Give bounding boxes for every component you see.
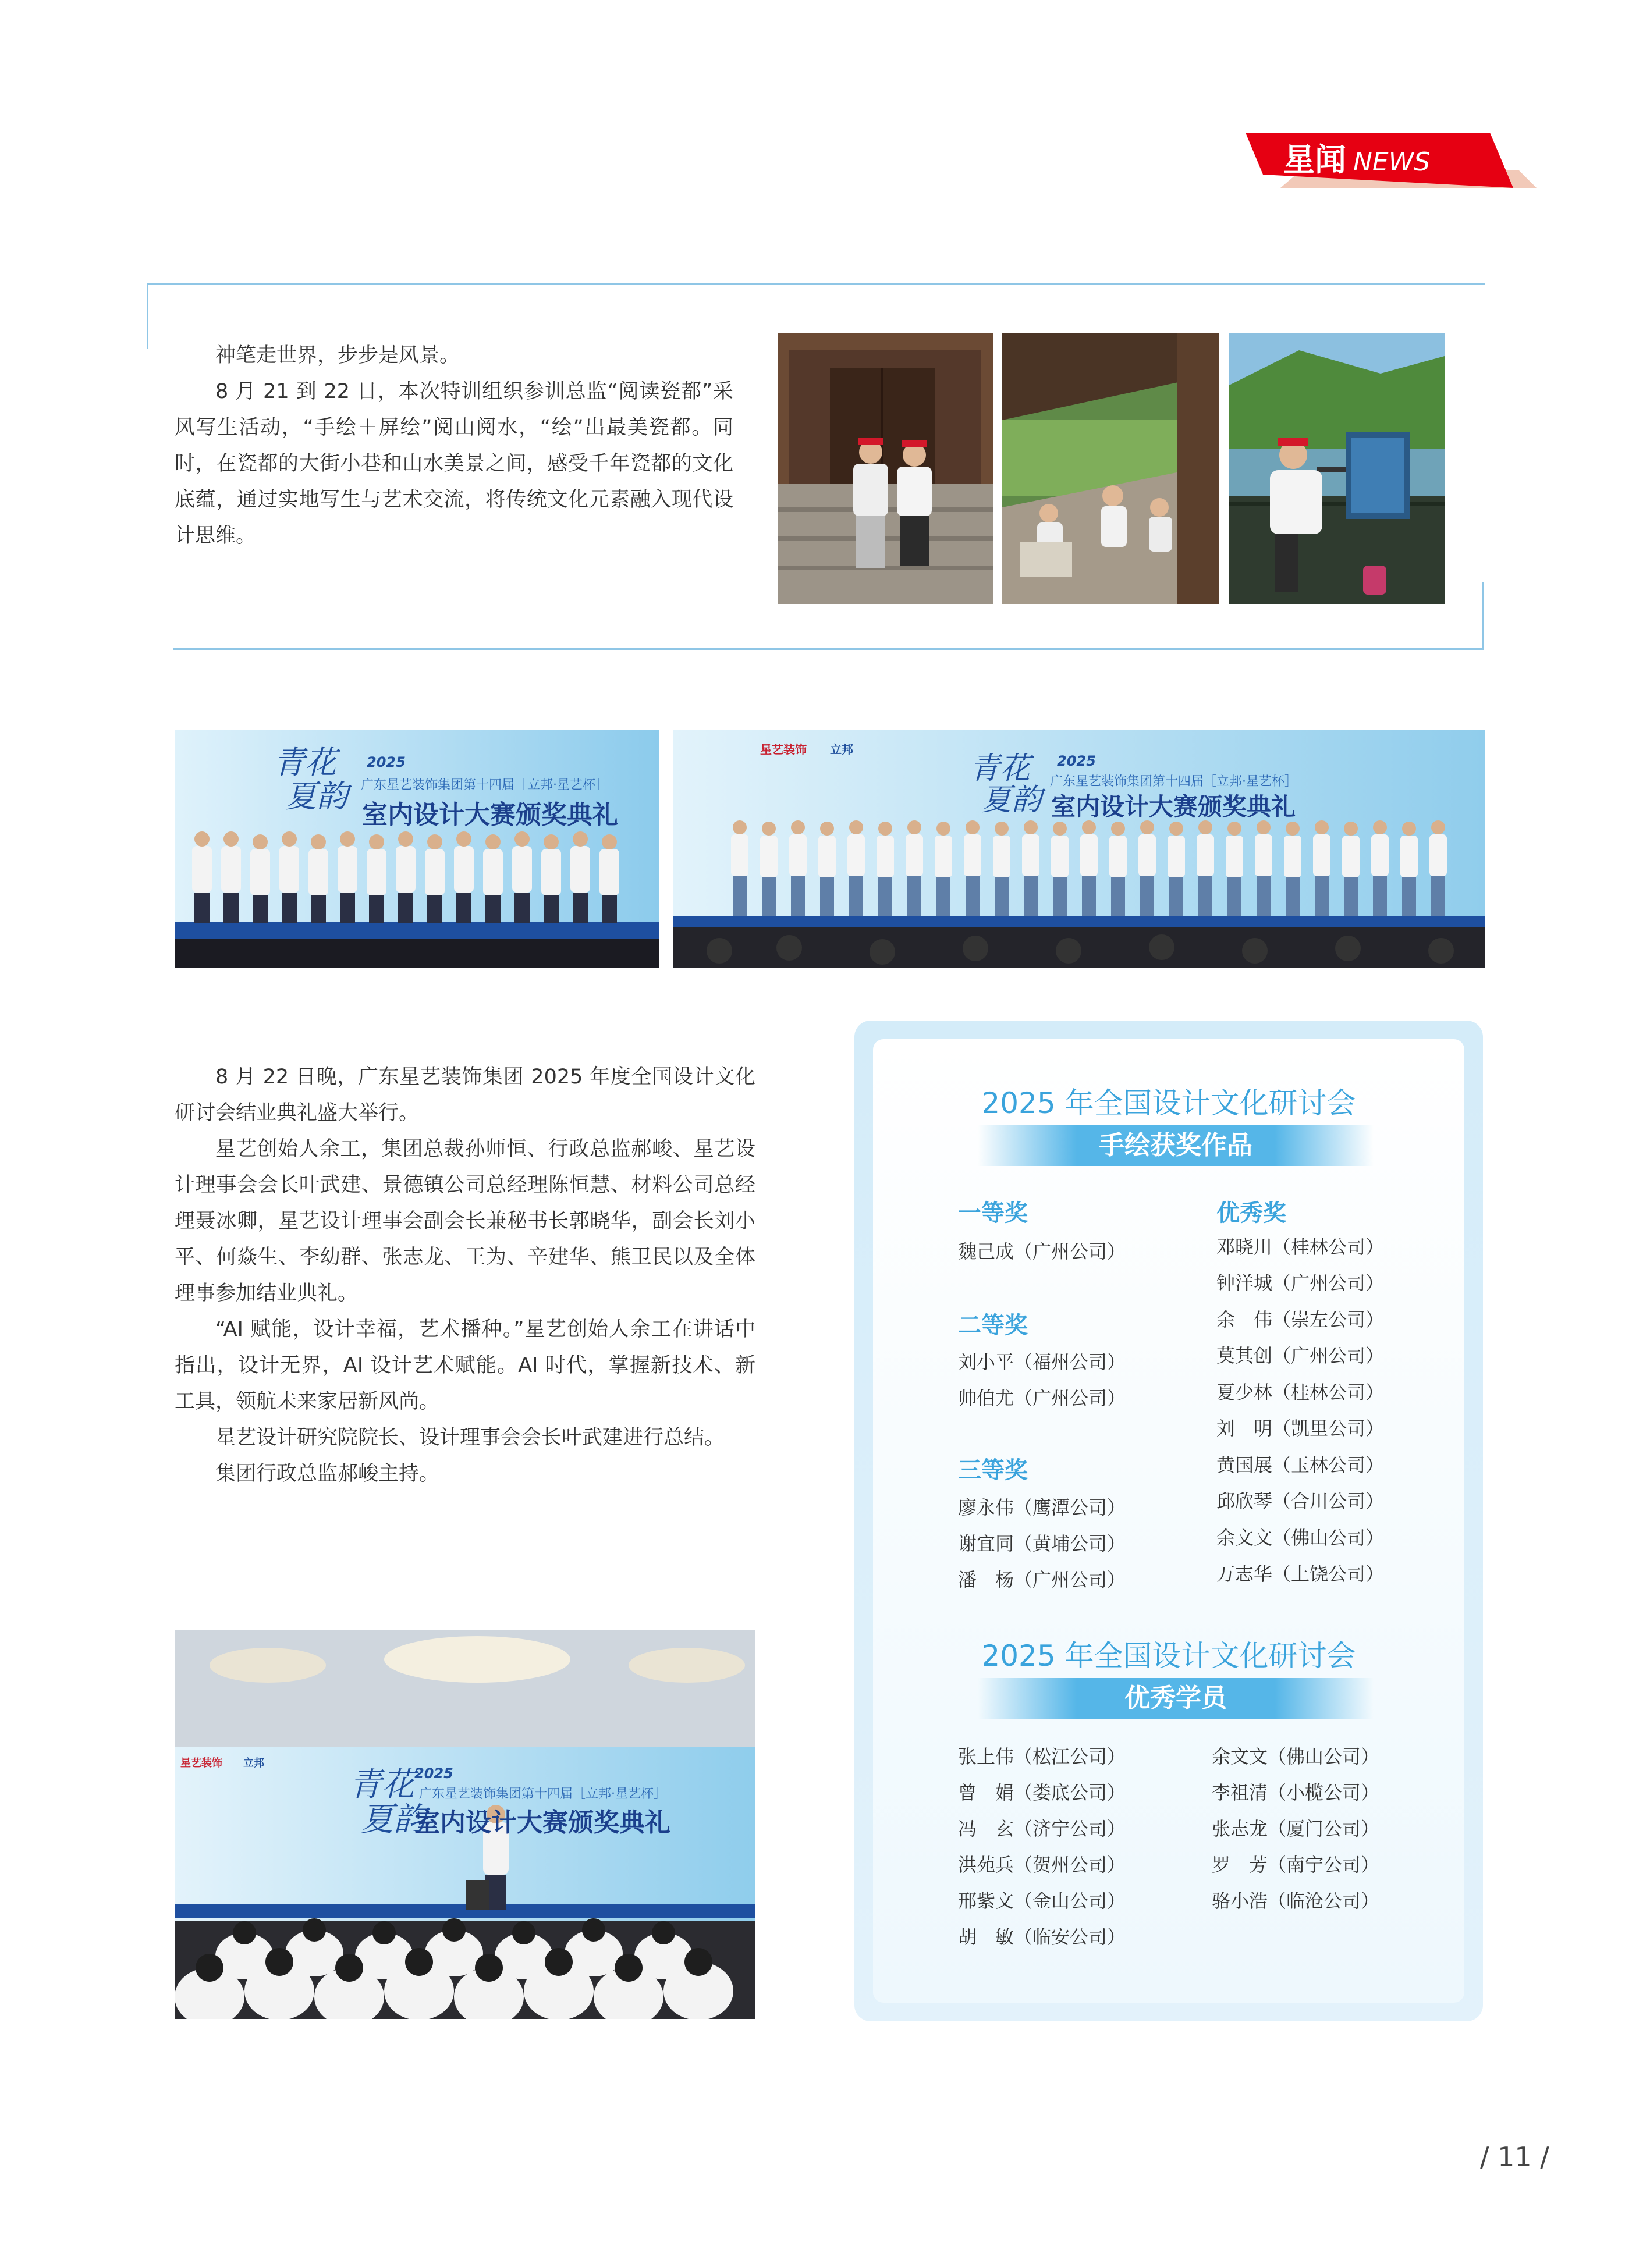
banner-art-title [970, 753, 1042, 816]
paragraph: 神笔走世界，步步是风景。 [215, 344, 460, 367]
student-name: 冯 玄（济宁公司） [958, 1818, 1126, 1840]
excellence-prize-label: 优秀奖 [1216, 1200, 1286, 1227]
paragraph: 8 月 21 到 22 日，本次特训组织参训总监“阅读瓷都”采风写生活动，“手绘＋屏绘”阅山阅水，“绘”出最美瓷都。同时，在瓷都的大街小巷和山水美景之间，感受千年瓷都的文化底蕴，通过实地写生与艺术交流，将传统文化元素融入现代设计思维。 [175, 380, 733, 548]
first-prize-name: 魏己成（广州公司） [958, 1240, 1126, 1263]
paragraph: 星艺设计研究院院长、设计理事会会长叶武建进行总结。 [215, 1426, 725, 1449]
banner-title: 室内设计大赛颁奖典礼 [1051, 792, 1296, 821]
excellence-prize-name: 夏少林（桂林公司） [1216, 1381, 1385, 1403]
frame-top-line [147, 283, 1485, 285]
third-prize-name: 廖永伟（鹰潭公司） [958, 1496, 1126, 1519]
banner-title: 室内设计大赛颁奖典礼 [414, 1808, 670, 1837]
student-name: 余文文（佛山公司） [1212, 1746, 1380, 1768]
banner-logo-xingyi: 星艺装饰 [760, 742, 807, 756]
frame-right-tick [1482, 582, 1484, 649]
page-number: / 11 / [1480, 2141, 1549, 2173]
paragraph: 集团行政总监郝峻主持。 [215, 1462, 440, 1485]
paragraph: 星艺创始人余工，集团总裁孙师恒、行政总监郝峻、星艺设计理事会会长叶武建、景德镇公司总经理陈恒慧、材料公司总经理聂冰卿，星艺设计理事会副会长兼秘书长郭晓华，副会长刘小平、何焱生、李幼群、张志龙、王为、辛建华、熊卫民以及全体理事参加结业典礼。 [175, 1137, 755, 1305]
second-prize-name: 帅伯尤（广州公司） [958, 1387, 1126, 1409]
award-subtitle-students: 优秀学员 [978, 1678, 1374, 1719]
student-name: 张上伟（松江公司） [958, 1746, 1126, 1768]
award-subtitle-handdrawn: 手绘获奖作品 [978, 1125, 1374, 1166]
banner-logo-libang: 立邦 [830, 742, 853, 756]
first-prize-label: 一等奖 [958, 1200, 1028, 1227]
award-title-students: 2025 年全国设计文化研讨会 [981, 1639, 1356, 1673]
section2-text [175, 1059, 755, 1492]
banner-art-line1: 青花 [274, 744, 336, 781]
second-prize-label: 二等奖 [958, 1312, 1028, 1339]
student-name: 洪苑兵（贺州公司） [958, 1854, 1126, 1876]
photo-founder-speech [175, 1630, 755, 2019]
excellence-prize-name: 万志华（上饶公司） [1216, 1563, 1385, 1585]
excellence-prize-name: 余文文（佛山公司） [1216, 1527, 1385, 1549]
excellence-prize-name: 钟洋城（广州公司） [1216, 1272, 1385, 1294]
paragraph: 8 月 22 日晚，广东星艺装饰集团 2025 年度全国设计文化研讨会结业典礼盛大举行。 [175, 1065, 755, 1125]
second-prize-name: 刘小平（福州公司） [958, 1351, 1126, 1373]
section-badge-label [1283, 135, 1430, 180]
banner-logo-libang: 立邦 [243, 1757, 264, 1769]
badge-cn: 星闻 [1283, 141, 1346, 178]
photo-sketching-old-house [778, 333, 993, 604]
third-prize-label: 三等奖 [958, 1457, 1028, 1484]
banner-art-line2: 夏韵 [285, 778, 348, 815]
photo-sketching-corridor [1002, 333, 1219, 604]
banner-year: 2025 [414, 1765, 453, 1782]
third-prize-name: 谢宜同（黄埔公司） [958, 1533, 1126, 1555]
banner-title: 室内设计大赛颁奖典礼 [362, 800, 618, 830]
excellence-prize-name: 莫其创（广州公司） [1216, 1345, 1385, 1367]
banner-art-line1: 青花 [970, 751, 1031, 786]
excellence-prize-name: 刘 明（凯里公司） [1216, 1417, 1385, 1439]
award-title-handdrawn: 2025 年全国设计文化研讨会 [981, 1086, 1356, 1120]
frame-bottom-line [173, 648, 1484, 650]
student-name: 罗 芳（南宁公司） [1212, 1854, 1380, 1876]
banner-art-line2: 夏韵 [361, 1801, 426, 1839]
student-name: 李祖清（小榄公司） [1212, 1782, 1380, 1804]
excellence-prize-name: 邱欣琴（合川公司） [1216, 1490, 1385, 1512]
student-name: 胡 敏（临安公司） [958, 1926, 1126, 1948]
badge-en: NEWS [1353, 147, 1431, 177]
student-name: 邢紫文（金山公司） [958, 1890, 1126, 1912]
photo-painting-easel [1229, 333, 1445, 604]
student-name: 曾 娟（娄底公司） [958, 1782, 1126, 1804]
banner-art-line1: 青花 [349, 1766, 414, 1804]
banner-art-title [274, 746, 348, 813]
third-prize-name: 潘 杨（广州公司） [958, 1569, 1126, 1591]
student-name: 骆小浩（临沧公司） [1212, 1890, 1380, 1912]
frame-left-tick [147, 283, 148, 349]
student-name: 张志龙（厦门公司） [1212, 1818, 1380, 1840]
banner-year: 2025 [367, 754, 406, 770]
banner-subtitle: 广东星艺装饰集团第十四届［立邦·星艺杯］ [361, 778, 608, 792]
excellence-prize-name: 邓晓川（桂林公司） [1216, 1236, 1385, 1258]
excellence-prize-name: 黄国展（玉林公司） [1216, 1454, 1385, 1476]
photo-award-ceremony-left [175, 730, 659, 968]
photo-award-ceremony-right [673, 730, 1485, 968]
excellence-prize-name: 余 伟（崇左公司） [1216, 1309, 1385, 1331]
banner-subtitle: 广东星艺装饰集团第十四届［立邦·星艺杯］ [419, 1787, 666, 1801]
paragraph: “AI 赋能，设计幸福，艺术播种。”星艺创始人余工在讲话中指出，设计无界，AI 设计艺术赋能。AI 时代，掌握新技术、新工具，领航未来家居新风尚。 [175, 1318, 755, 1413]
banner-logo-xingyi: 星艺装饰 [180, 1757, 222, 1769]
banner-art-line2: 夏韵 [981, 783, 1042, 817]
banner-subtitle: 广东星艺装饰集团第十四届［立邦·星艺杯］ [1050, 774, 1297, 789]
banner-year: 2025 [1057, 753, 1096, 769]
section1-text [175, 337, 733, 554]
